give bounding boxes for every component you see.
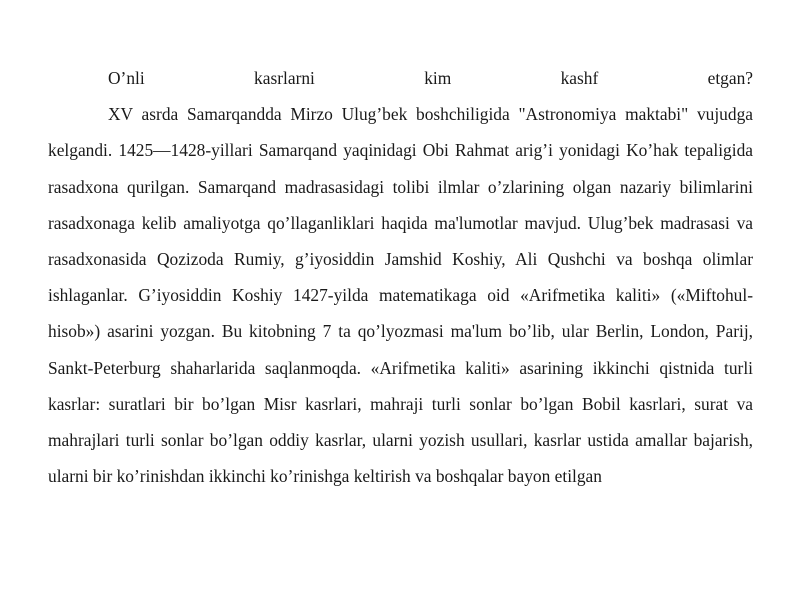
document-page bbox=[48, 60, 753, 494]
document-heading: O’nli kasrlarni kim kashf etgan? bbox=[108, 68, 753, 88]
document-body-paragraph: XV asrda Samarqandda Mirzo Ulug’bek boshchiligida "Astronomiya maktabi" vujudga kelgandi. 1425—1428-yillari Samarqand yaqinidagi Obi Rahmat arig’i yonidagi Ko’hak tepaligida rasadxona qurilgan. Samarqand madrasasidagi tolibi ilmlar o’zlarining olgan nazariy bilimlarini rasadxonaga kelib amaliyotga qo’llaganliklari haqida ma'lumotlar mavjud. Ulug’bek madrasasi va rasadxonasida Qozizoda Rumiy, g’iyosiddin Jamshid Koshiy, Ali Qushchi va boshqa olimlar ishlaganlar. G’iyosiddin Koshiy 1427-yilda matematikaga oid «Arifmetika kaliti» («Miftohul-hisob») asarini yozgan. Bu kitobning 7 ta qo’lyozmasi ma'lum bo’lib, ular Berlin, London, Parij, Sankt-Peterburg shaharlarida saqlanmoqda. «Arifmetika kaliti» asarining ikkinchi qistnida turli kasrlar: suratlari bir bo’lgan Misr kasrlari, mahraji turli sonlar bo’lgan Bobil kasrlari, surat va mahrajlari turli sonlar bo’lgan oddiy kasrlar, ularni yozish usullari, kasrlar ustida amallar bajarish, ularni bir ko’rinishdan ikkinchi ko’rinishga keltirish va boshqalar bayon etilgan bbox=[48, 104, 753, 487]
